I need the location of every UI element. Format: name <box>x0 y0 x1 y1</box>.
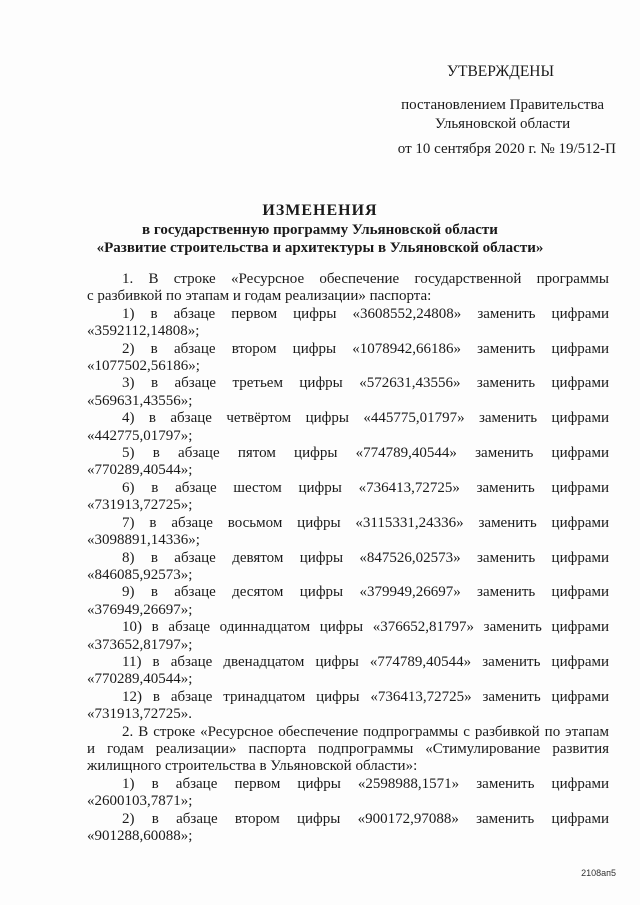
resolution-line-1: постановлением Правительства <box>401 97 604 113</box>
body-line: 2) в абзаце втором цифры «1078942,66186» заменить цифрами <box>122 340 609 357</box>
body-line: 12) в абзаце тринадцатом цифры «736413,72725» заменить цифрами <box>122 688 609 705</box>
body-line: 2) в абзаце втором цифры «900172,97088» заменить цифрами <box>122 810 609 827</box>
body-line: 11) в абзаце двенадцатом цифры «774789,40544» заменить цифрами <box>122 653 609 670</box>
body-line: 9) в абзаце десятом цифры «379949,26697» заменить цифрами <box>122 584 609 601</box>
body-line: и годам реализации» паспорта подпрограммы «Стимулирование развития <box>87 740 609 757</box>
body-line: «731913,72725»; <box>87 497 193 514</box>
body-line: 8) в абзаце девятом цифры «847526,02573» заменить цифрами <box>122 549 609 566</box>
document-body <box>87 271 609 845</box>
document-subtitle-2: «Развитие строительства и архитектуры в Ульяновской области» <box>96 240 544 256</box>
body-line: 1. В строке «Ресурсное обеспечение государственной программы <box>122 271 609 287</box>
body-line: «569631,43556»; <box>87 392 193 409</box>
body-line: 10) в абзаце одиннадцатом цифры «376652,81797» заменить цифрами <box>122 619 609 636</box>
body-line: 1) в абзаце первом цифры «3608552,24808» заменить цифрами <box>122 305 609 322</box>
approved-stamp-text: УТВЕРЖДЕНЫ <box>447 63 554 80</box>
resolution-reference <box>401 96 604 134</box>
body-line: «373652,81797»; <box>87 636 193 653</box>
body-line: «901288,60088»; <box>87 828 193 844</box>
document-title: ИЗМЕНЕНИЯ <box>262 202 378 219</box>
body-line: «1077502,56186»; <box>87 358 200 375</box>
body-line: «770289,40544»; <box>87 462 193 479</box>
body-line: «846085,92573»; <box>87 566 193 583</box>
body-line: 7) в абзаце восьмом цифры «3115331,24336» заменить цифрами <box>122 514 609 531</box>
body-line: 6) в абзаце шестом цифры «736413,72725» заменить цифрами <box>122 479 609 496</box>
body-line: «376949,26697»; <box>87 601 193 618</box>
document-subtitle-1: в государственную программу Ульяновской области <box>142 222 498 238</box>
body-line: «731913,72725». <box>87 706 192 723</box>
body-line: 5) в абзаце пятом цифры «774789,40544» заменить цифрами <box>122 445 609 462</box>
body-line: «2600103,7871»; <box>87 793 193 810</box>
body-line: 1) в абзаце первом цифры «2598988,1571» заменить цифрами <box>122 775 609 792</box>
body-line: 3) в абзаце третьем цифры «572631,43556» заменить цифрами <box>122 375 609 392</box>
body-line: жилищного строительства в Ульяновской области»: <box>87 758 418 775</box>
body-line: 2. В строке «Ресурсное обеспечение подпрограммы с разбивкой по этапам <box>122 723 609 740</box>
body-line: 4) в абзаце четвёртом цифры «445775,01797» заменить цифрами <box>122 410 609 427</box>
resolution-date-number: от 10 сентября 2020 г. № 19/512-П <box>397 141 616 157</box>
body-line: «442775,01797»; <box>87 427 193 444</box>
body-line: «3098891,14336»; <box>87 532 200 549</box>
resolution-line-2: Ульяновской области <box>434 116 571 132</box>
body-line: с разбивкой по этапам и годам реализации» паспорта: <box>87 288 432 305</box>
footer-code: 2108ап5 <box>581 868 616 878</box>
body-line: «3592112,14808»; <box>87 323 200 340</box>
body-line: «770289,40544»; <box>87 671 193 688</box>
